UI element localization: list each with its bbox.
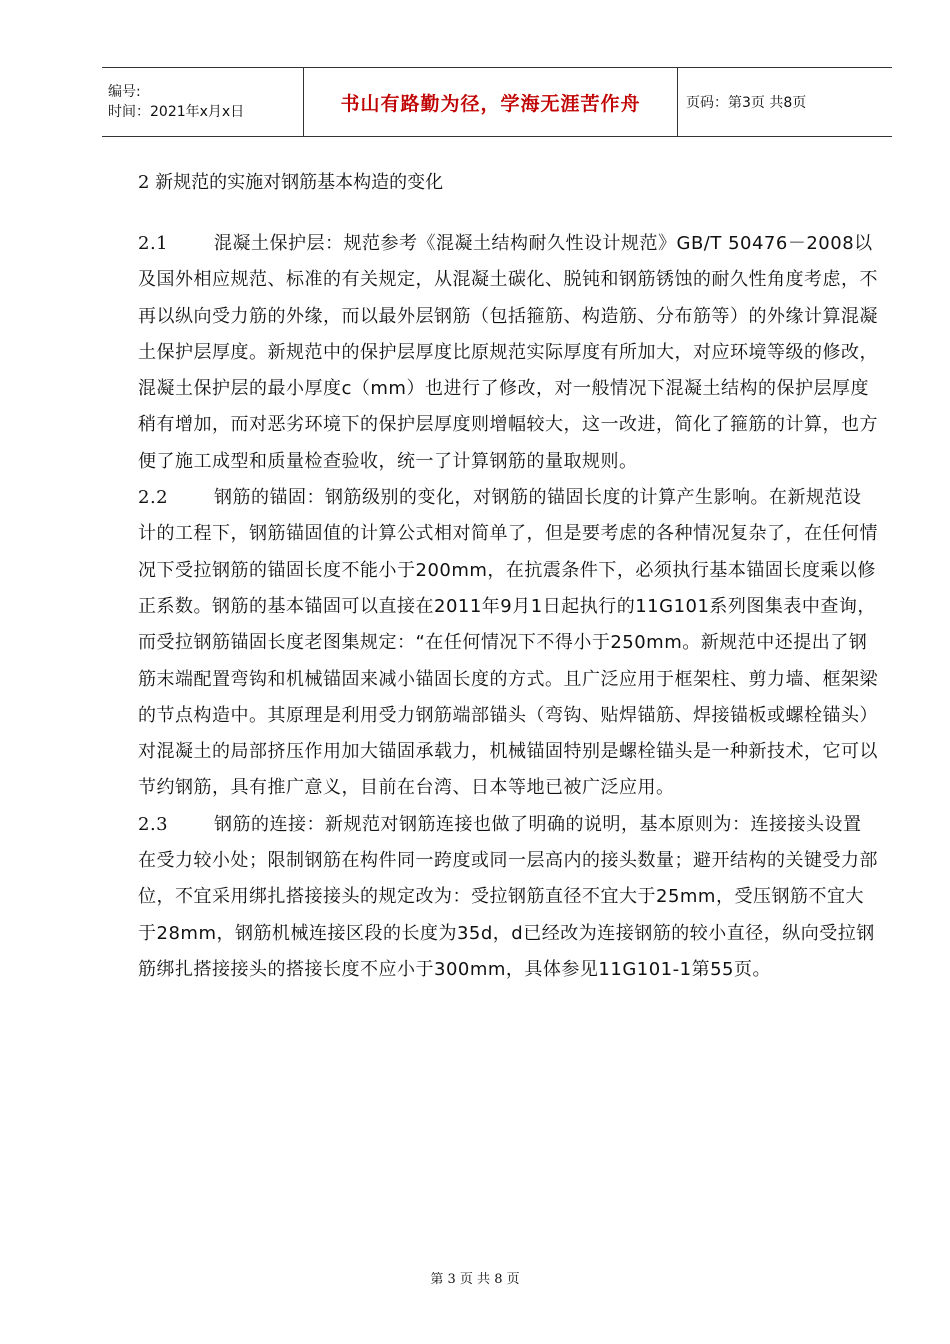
page-footer: 第 3 页 共 8 页 [430,1272,520,1287]
time-label: 时间：2021年x月x日 [108,104,245,120]
header-slogan-cell [304,68,678,136]
section-heading: 2 新规范的实施对钢筋基本构造的变化 [138,172,444,193]
number-label: 编号: [108,84,141,100]
paragraph-text: 混凝土保护层：规范参考《混凝土结构耐久性设计规范》GB/T 50476－2008以及国外相应规范、标准的有关规定，从混凝土碳化、脱钝和钢筋锈蚀的耐久性角度考虑，不再以纵向受力筋的外缘，而以最外层钢筋（包括箍筋、构造筋、分布筋等）的外缘计算混凝土保护层厚度。新规范中的保护层厚度比原规范实际厚度有所加大，对应环境等级的修改，混凝土保护层的最小厚度c（mm）也进行了修改，对一般情况下混凝土结构的保护层厚度稍有增加，而对恶劣环境下的保护层厚度则增幅较大，这一改进，简化了箍筋的计算，也方便了施工成型和质量检查验收，统一了计算钢筋的量取规则。 [138,233,878,472]
page-header [102,67,892,137]
paragraph [138,480,878,807]
header-meta [102,68,304,136]
page-label: 页码：第3页 共8页 [686,95,807,111]
paragraph-number: 2.2 [138,487,169,509]
paragraph [138,226,878,480]
header-page-cell [678,68,892,136]
paragraph-text: 钢筋的连接：新规范对钢筋连接也做了明确的说明，基本原则为：连接接头设置在受力较小处；限制钢筋在构件同一跨度或同一层高内的接头数量；避开结构的关键受力部位，不宜采用绑扎搭接接头的规定改为：受拉钢筋直径不宜大于25mm，受压钢筋不宜大于28mm，钢筋机械连接区段的长度为35d，d已经改为连接钢筋的较小直径，纵向受拉钢筋绑扎搭接接头的搭接长度不应小于300mm，具体参见11G101-1第55页。 [138,813,878,980]
paragraph-number: 2.3 [138,813,169,835]
paragraph-text: 钢筋的锚固：钢筋级别的变化，对钢筋的锚固长度的计算产生影响。在新规范设计的工程下，钢筋锚固值的计算公式相对简单了，但是要考虑的各种情况复杂了，在任何情况下受拉钢筋的锚固长度不能小于200mm，在抗震条件下，必须执行基本锚固长度乘以修正系数。钢筋的基本锚固可以直接在2011年9月1日起执行的11G101系列图集表中查询，而受拉钢筋锚固长度老图集规定：“在任何情况下不得小于250mm。新规范中还提出了钢筋末端配置弯钩和机械锚固来减小锚固长度的方式。且广泛应用于框架柱、剪力墙、框架梁的节点构造中。其原理是利用受力钢筋端部锚头（弯钩、贴焊锚筋、焊接锚板或螺栓锚头）对混凝土的局部挤压作用加大锚固承载力，机械锚固特别是螺栓锚头是一种新技术，它可以节约钢筋，具有推广意义，目前在台湾、日本等地已被广泛应用。 [138,487,878,799]
paragraph [138,807,878,988]
paragraph-number: 2.1 [138,233,169,254]
document-body [138,162,878,988]
slogan: 书山有路勤为径，学海无涯苦作舟 [340,92,641,115]
